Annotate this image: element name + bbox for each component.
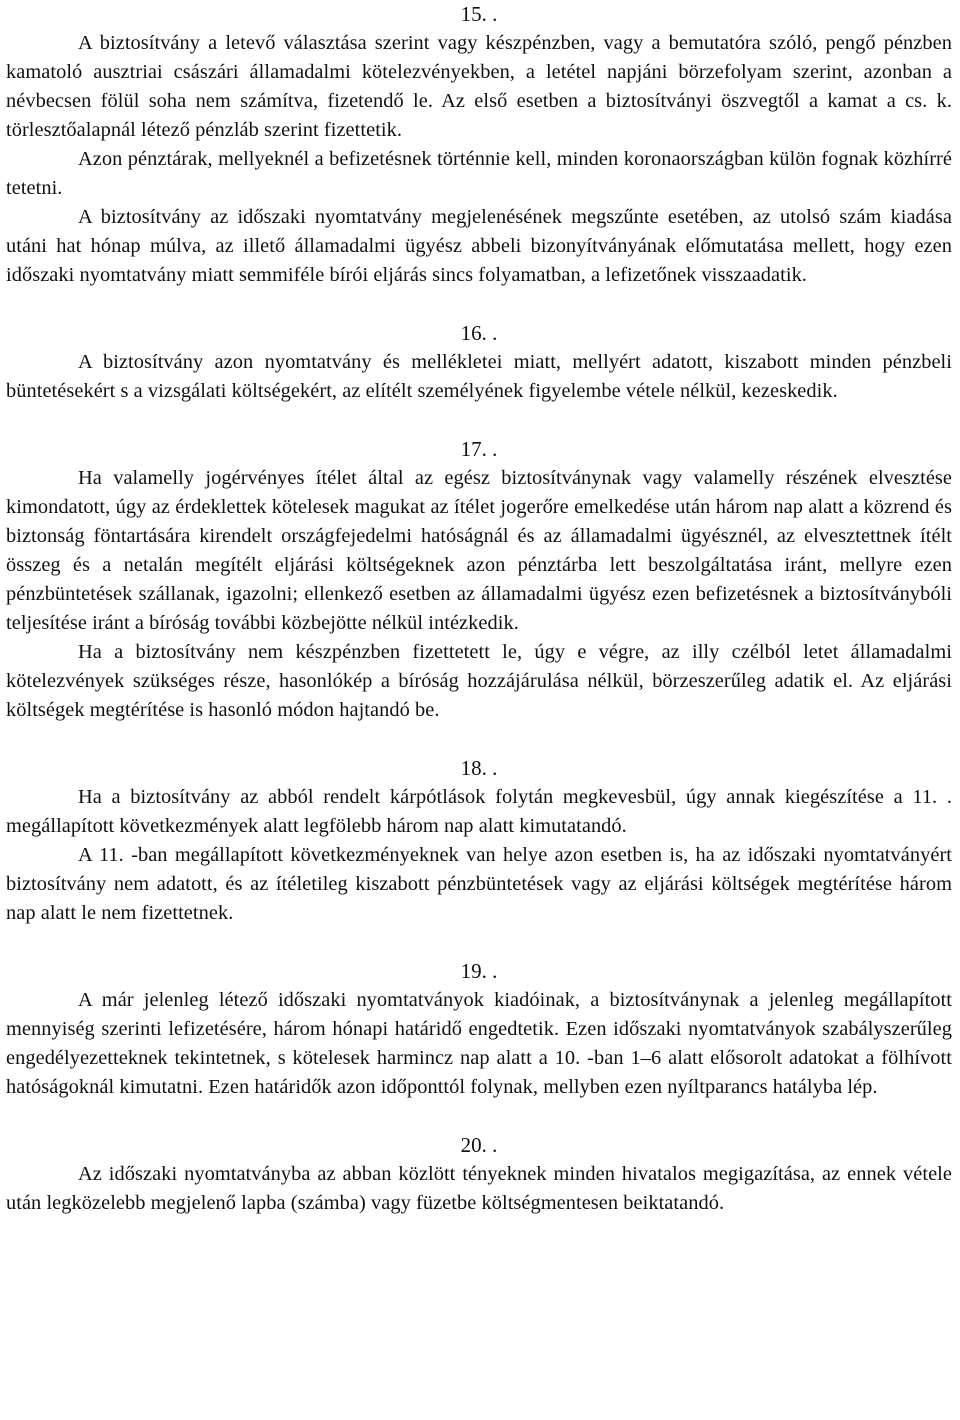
section-18 (6, 754, 952, 928)
section-16 (6, 319, 952, 406)
section-15 (6, 0, 952, 290)
section-17 (6, 435, 952, 725)
section-spacer (6, 290, 952, 319)
paragraph: Azon pénztárak, mellyeknél a befizetésnek történnie kell, minden koronaországban külön fognak közhírré tetetni. (6, 148, 952, 199)
paragraph: A 11. -ban megállapított következményeknek van helye azon esetben is, ha az időszaki nyomtatványért biztosítvány nem adatott, és az ítéletileg kiszabott pénzbüntetések vagy az eljárási költségek megtérítése három nap alatt le nem fizettetnek. (6, 844, 952, 924)
paragraph: Ha valamelly jogérvényes ítélet által az egész biztosítványnak vagy valamelly részének elvesztése kimondatott, úgy az érdeklettek kötelesek magukat az ítélet jogerőre emelkedése után három nap alatt a közrend és biztonság föntartására kirendelt országfejedelmi hatóságnál és az államadalmi ügyésznél, az elvesztettnek ítélt összeg és a netalán megítélt eljárási költségeknek azon pénztárba lett beszolgáltatása iránt, mellyre ezen pénzbüntetések szállanak, igazolni; ellenkező esetben az államadalmi ügyész ezen befizetésnek a biztosítványbóli teljesítése iránt a bíróság további közbejötte nélkül intézkedik. (6, 467, 952, 634)
section-heading: 18. . (460, 756, 498, 780)
paragraph: A biztosítvány a letevő választása szerint vagy készpénzben, vagy a bemutatóra szóló, pengő pénzben kamatoló ausztriai császári államadalmi kötelezvényekben, a letétel napjáni börzefolyam szerint, azonban a névbecsen fölül soha nem számítva, fizetendő le. Az első esetben a biztosítványi öszvegtől a kamat a cs. k. törlesztőalapnál létező pénzláb szerint fizettetik. (6, 32, 952, 141)
section-spacer (6, 725, 952, 754)
section-spacer (6, 1102, 952, 1131)
paragraph: Az időszaki nyomtatványba az abban közlött tényeknek minden hivatalos megigazítása, az ennek vétele után legközelebb megjelenő lapba (számba) vagy füzetbe költségmentesen beiktatandó. (6, 1163, 952, 1214)
paragraph: Ha a biztosítvány nem készpénzben fizettetett le, úgy e végre, az illy czélból letet államadalmi kötelezvények szükséges része, hasonlókép a bíróság hozzájárulása nélkül, börzeszerűleg adatik el. Az eljárási költségek megtérítése is hasonló módon hajtandó be. (6, 641, 952, 721)
section-spacer (6, 928, 952, 957)
paragraph: A biztosítvány azon nyomtatvány és mellékletei miatt, mellyért adatott, kiszabott minden pénzbeli büntetésekért s a vizsgálati költségekért, az elítélt személyének figyelembe vétele nélkül, kezeskedik. (6, 351, 952, 402)
paragraph: A már jelenleg létező időszaki nyomtatványok kiadóinak, a biztosítványnak a jelenleg megállapított mennyiség szerinti lefizetésére, három hónapi határidő engedtetik. Ezen időszaki nyomtatványok szabályszerűleg engedélyezetteknek tekintetnek, s kötelesek harmincz nap alatt a 10. -ban 1–6 alatt elősorolt adatokat a fölhívott hatóságoknál kimutatni. Ezen határidők azon időponttól folynak, mellyben ezen nyíltparancs hatályba lép. (6, 989, 952, 1098)
section-20 (6, 1131, 952, 1218)
section-heading: 15. . (460, 2, 498, 26)
section-19 (6, 957, 952, 1102)
section-spacer (6, 406, 952, 435)
section-heading: 19. . (460, 959, 498, 983)
section-heading: 17. . (460, 437, 498, 461)
paragraph: A biztosítvány az időszaki nyomtatvány megjelenésének megszűnte esetében, az utolsó szám kiadása utáni hat hónap múlva, az illető államadalmi ügyész abbeli bizonyítványának előmutatása mellett, hogy ezen időszaki nyomtatvány miatt semmiféle bírói eljárás sincs folyamatban, a lefizetőnek visszaadatik. (6, 206, 952, 286)
paragraph: Ha a biztosítvány az abból rendelt kárpótlások folytán megkevesbül, úgy annak kiegészítése a 11. . megállapított következmények alatt legfölebb három nap alatt kimutatandó. (6, 786, 952, 837)
section-heading: 16. . (460, 321, 498, 345)
section-heading: 20. . (460, 1133, 498, 1157)
